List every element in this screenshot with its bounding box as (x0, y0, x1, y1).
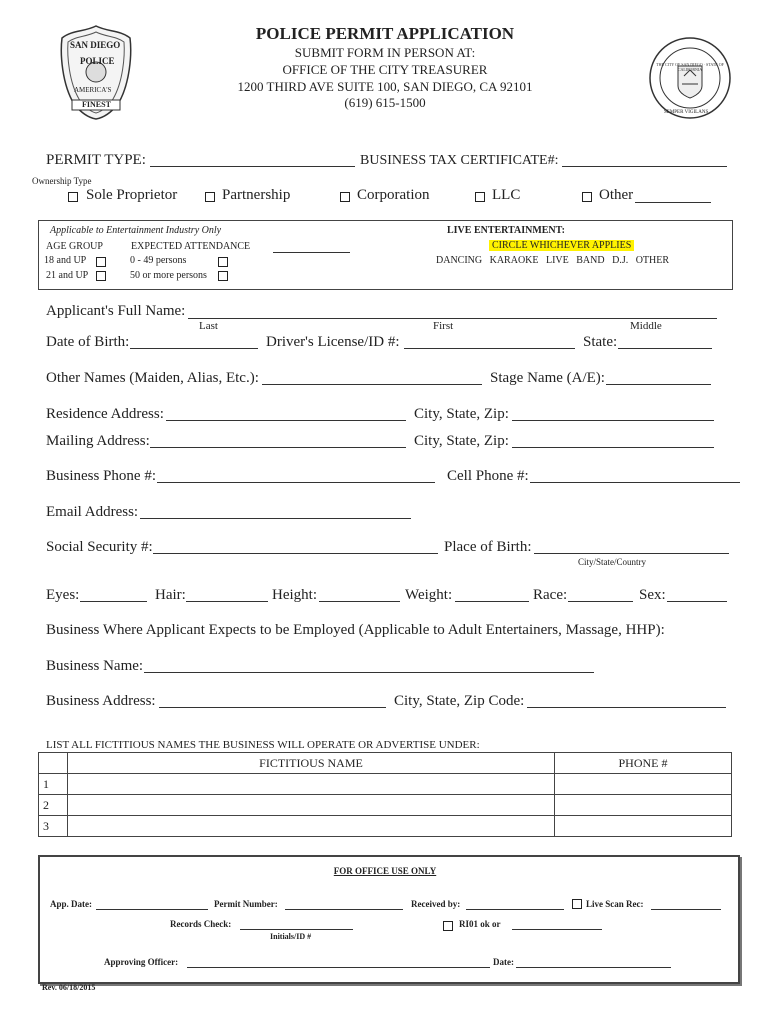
sole-proprietor-checkbox[interactable] (68, 192, 78, 202)
dob-field[interactable] (130, 348, 258, 349)
approval-date-label: Date: (493, 957, 514, 967)
other-field[interactable] (635, 202, 711, 203)
table-header-row (39, 753, 732, 774)
business-tax-field[interactable] (562, 166, 727, 167)
mailing-address-label: Mailing Address: (46, 433, 150, 449)
cell-phone-label: Cell Phone #: (447, 468, 529, 484)
fictitious-name-cell[interactable] (68, 816, 555, 837)
other-label: Other (599, 187, 634, 203)
residence-city-field[interactable] (512, 420, 714, 421)
eyes-label: Eyes: (46, 587, 80, 603)
business-address-label: Business Address: (46, 693, 156, 709)
records-check-label: Records Check: (170, 919, 232, 929)
age-18-checkbox[interactable] (96, 257, 106, 267)
phone-cell[interactable] (555, 774, 732, 795)
height-field[interactable] (319, 601, 400, 602)
state-label: State: (583, 334, 618, 350)
place-of-birth-label: Place of Birth: (444, 539, 532, 555)
entertainment-types[interactable]: DANCING KARAOKE LIVE BAND D.J. OTHER (436, 255, 670, 266)
entertainment-note: Applicable to Entertainment Industry Only (50, 225, 222, 236)
approving-officer-field[interactable] (187, 967, 490, 968)
attendance-2-label: 50 or more persons (130, 270, 207, 281)
employment-heading: Business Where Applicant Expects to be Employed (Applicable to Adult Entertainers, Massage, HHP): (46, 622, 665, 638)
age-21-label: 21 and UP (46, 270, 89, 281)
seal-motto: SEMPER VIGILANS (664, 110, 709, 115)
received-by-label: Received by: (411, 899, 461, 909)
residence-city-label: City, State, Zip: (414, 406, 509, 422)
header-line-2: OFFICE OF THE CITY TREASURER (282, 62, 488, 77)
records-check-field[interactable] (240, 929, 353, 930)
app-date-field[interactable] (96, 909, 208, 910)
other-names-field[interactable] (262, 384, 482, 385)
form-title: POLICE PERMIT APPLICATION (255, 24, 515, 43)
badge-ribbon-text: AMERICA'S (74, 86, 112, 94)
live-scan-checkbox[interactable] (572, 899, 582, 909)
dob-label: Date of Birth: (46, 334, 130, 350)
place-of-birth-hint: City/State/Country (578, 557, 647, 567)
business-tax-label: BUSINESS TAX CERTIFICATE#: (360, 153, 559, 168)
circle-applies-highlight: CIRCLE WHICHEVER APPLIES (489, 240, 634, 251)
height-label: Height: (272, 587, 317, 603)
ownership-type-label: Ownership Type (32, 176, 92, 186)
fictitious-name-cell[interactable] (68, 774, 555, 795)
place-of-birth-field[interactable] (534, 553, 729, 554)
approval-date-field[interactable] (516, 967, 671, 968)
race-label: Race: (533, 587, 568, 603)
other-names-label: Other Names (Maiden, Alias, Etc.): (46, 370, 259, 386)
ri01-checkbox[interactable] (443, 921, 453, 931)
office-use-title: FOR OFFICE USE ONLY (333, 866, 437, 876)
approving-officer-label: Approving Officer: (104, 957, 179, 967)
revision-text: Rev. 06/18/2015 (42, 983, 96, 992)
sole-proprietor-label: Sole Proprietor (86, 187, 178, 203)
header-line-4: (619) 615-1500 (344, 95, 426, 110)
fictitious-name-cell[interactable] (68, 795, 555, 816)
partnership-label: Partnership (222, 187, 291, 203)
full-name-label: Applicant's Full Name: (46, 303, 186, 319)
email-field[interactable] (140, 518, 411, 519)
corporation-label: Corporation (357, 187, 430, 203)
phone-cell[interactable] (555, 816, 732, 837)
mailing-city-label: City, State, Zip: (414, 433, 509, 449)
corporation-checkbox[interactable] (340, 192, 350, 202)
live-scan-label: Live Scan Rec: (586, 899, 644, 909)
cell-phone-field[interactable] (530, 482, 740, 483)
badge-mid-text: POLICE (80, 56, 115, 66)
header-line-3: 1200 THIRD AVE SUITE 100, SAN DIEGO, CA 92101 (237, 79, 533, 94)
middle-name-hint: Middle (630, 320, 662, 332)
age-21-checkbox[interactable] (96, 271, 106, 281)
live-scan-field[interactable] (651, 909, 721, 910)
expected-attendance-field[interactable] (273, 252, 350, 253)
attendance-1-checkbox[interactable] (218, 257, 228, 267)
fictitious-name-header: FICTITIOUS NAME (68, 753, 555, 774)
row-number: 2 (39, 795, 68, 816)
seal-text: THE CITY OF SAN DIEGO · STATE OF CALIFORNIA (656, 62, 724, 72)
eyes-field[interactable] (80, 601, 147, 602)
expected-attendance-label: EXPECTED ATTENDANCE (131, 241, 251, 252)
permit-type-label: PERMIT TYPE: (46, 152, 146, 168)
other-checkbox[interactable] (582, 192, 592, 202)
business-address-field[interactable] (159, 707, 386, 708)
initials-hint: Initials/ID # (270, 932, 312, 941)
weight-label: Weight: (405, 587, 453, 603)
ssn-label: Social Security #: (46, 539, 153, 555)
app-date-label: App. Date: (50, 899, 92, 909)
attendance-1-label: 0 - 49 persons (130, 255, 187, 266)
business-name-field[interactable] (144, 672, 594, 673)
age-18-label: 18 and UP (44, 255, 87, 266)
live-entertainment-title: LIVE ENTERTAINMENT: (447, 225, 565, 236)
ri01-field[interactable] (512, 929, 602, 930)
drivers-license-label: Driver's License/ID #: (266, 334, 400, 350)
attendance-2-checkbox[interactable] (218, 271, 228, 281)
badge-bottom-text: FINEST (82, 100, 111, 109)
business-phone-label: Business Phone #: (46, 468, 157, 484)
badge-top-text: SAN DIEGO (70, 40, 121, 50)
permit-number-field[interactable] (285, 909, 403, 910)
first-name-hint: First (433, 320, 454, 332)
business-city-label: City, State, Zip Code: (394, 693, 525, 709)
phone-header: PHONE # (555, 753, 732, 774)
age-group-label: AGE GROUP (46, 241, 103, 252)
phone-cell[interactable] (555, 795, 732, 816)
row-number: 1 (39, 774, 68, 795)
race-field[interactable] (568, 601, 633, 602)
partnership-checkbox[interactable] (205, 192, 215, 202)
fictitious-heading: LIST ALL FICTITIOUS NAMES THE BUSINESS WILL OPERATE OR ADVERTISE UNDER: (46, 739, 480, 751)
mailing-city-field[interactable] (512, 447, 714, 448)
mailing-address-field[interactable] (150, 447, 406, 448)
ri01-label: RI01 ok or (459, 919, 501, 929)
table-row[interactable] (39, 774, 732, 795)
table-row[interactable] (39, 816, 732, 837)
hair-label: Hair: (155, 587, 186, 603)
email-label: Email Address: (46, 504, 139, 520)
received-by-field[interactable] (466, 909, 564, 910)
stage-name-field[interactable] (606, 384, 711, 385)
llc-checkbox[interactable] (475, 192, 485, 202)
permit-type-field[interactable] (150, 166, 355, 167)
table-row[interactable] (39, 795, 732, 816)
sex-field[interactable] (667, 601, 727, 602)
fictitious-names-table (38, 752, 732, 837)
residence-address-label: Residence Address: (46, 406, 164, 422)
header-line-1: SUBMIT FORM IN PERSON AT: (294, 45, 476, 60)
state-field[interactable] (618, 348, 712, 349)
residence-address-field[interactable] (166, 420, 406, 421)
business-city-field[interactable] (527, 707, 726, 708)
last-name-hint: Last (199, 320, 218, 332)
hair-field[interactable] (186, 601, 268, 602)
permit-number-label: Permit Number: (214, 899, 278, 909)
sex-label: Sex: (639, 587, 666, 603)
drivers-license-field[interactable] (404, 348, 575, 349)
business-name-label: Business Name: (46, 658, 144, 674)
weight-field[interactable] (455, 601, 529, 602)
stage-name-label: Stage Name (A/E): (490, 370, 605, 386)
row-number: 3 (39, 816, 68, 837)
business-phone-field[interactable] (157, 482, 435, 483)
llc-label: LLC (492, 187, 521, 203)
full-name-field[interactable] (188, 318, 717, 319)
ssn-field[interactable] (153, 553, 438, 554)
